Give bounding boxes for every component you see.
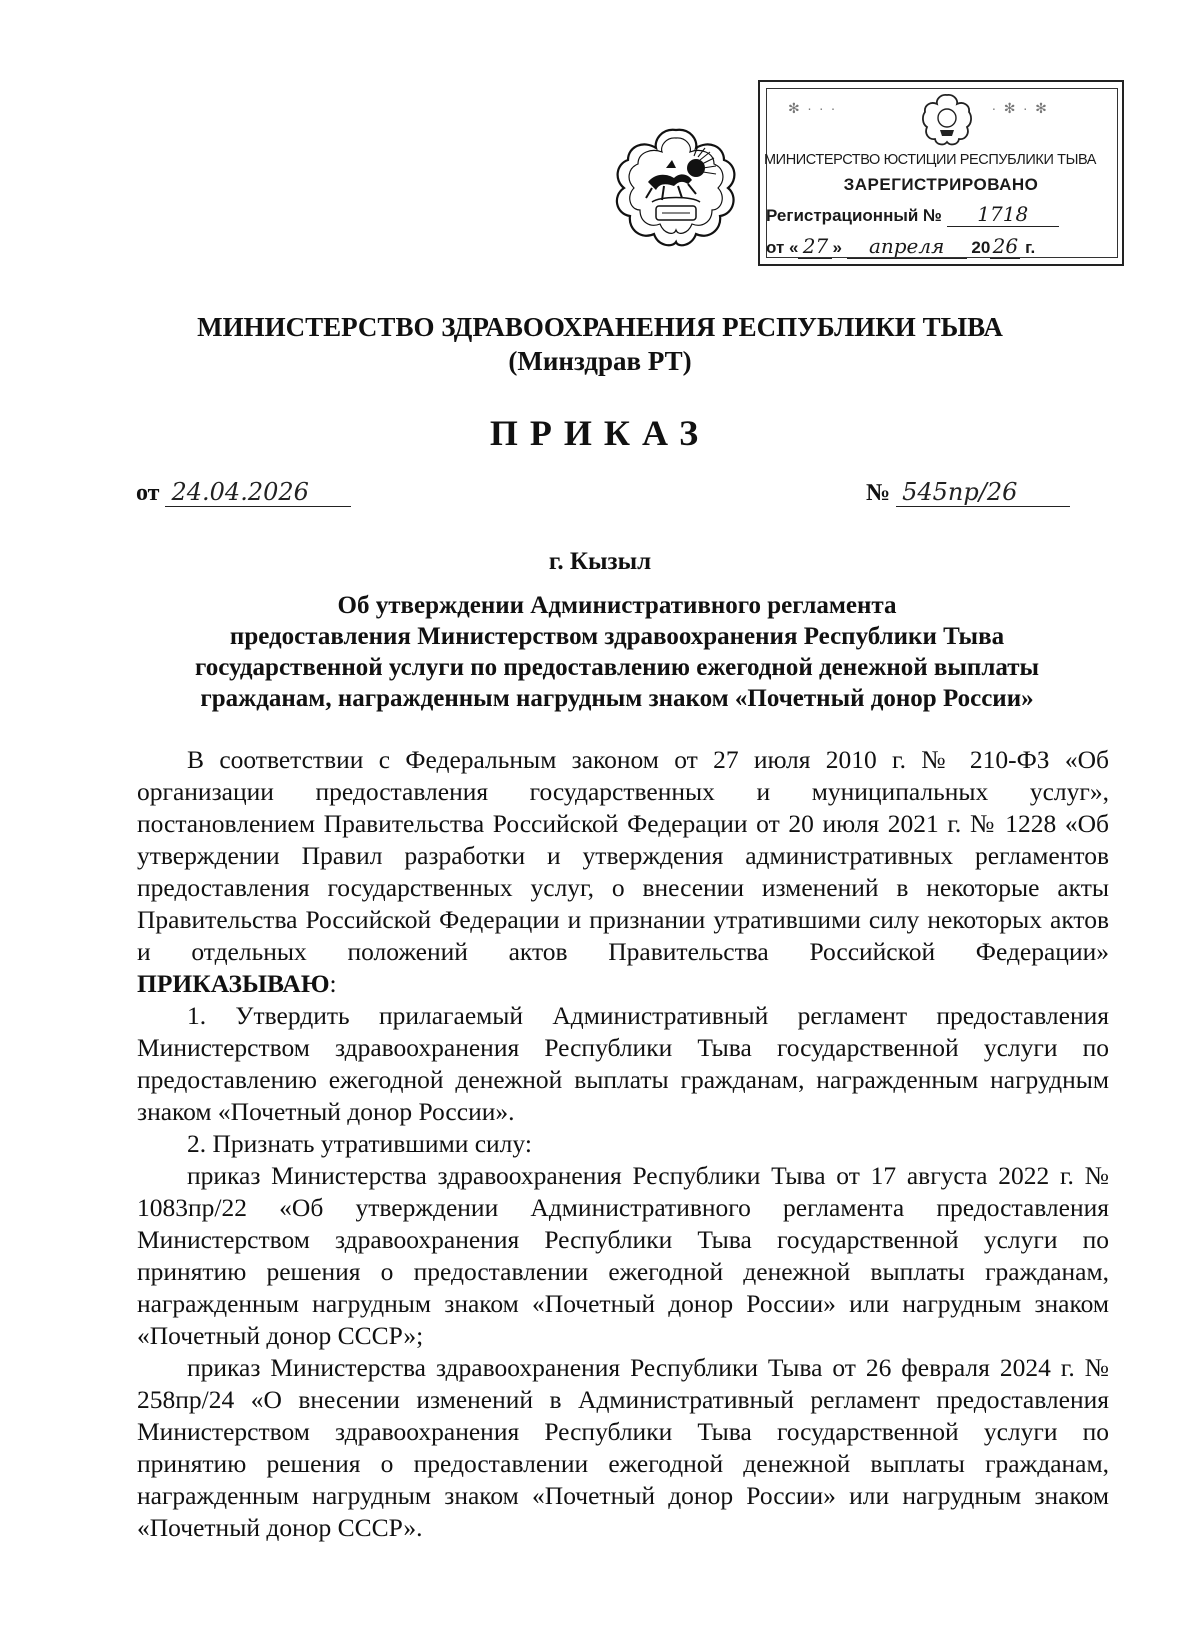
stamp-date-year-end: г. xyxy=(1025,238,1036,257)
order-command: ПРИКАЗЫВАЮ xyxy=(137,969,330,998)
preamble-text: В соответствии с Федеральным законом от 27 июля 2010 г. № 210-ФЗ «Об организации предоставления государственных и муниципальных услуг», постановлением Правительства Российской Федерации от 20 июля 2021 г. № 1228 «Об утверждении Правил разработки и утверждения административных регламентов предоставления государственных услуг, о внесении изменений в некоторые акты Правительства Российской Федерации и признании утратившими силу некоторых актов и отдельных положений актов Правительства Российской Федерации» xyxy=(137,745,1109,966)
order-number-value: 545пр/26 xyxy=(896,478,1070,507)
subject-line-3: государственной услуги по предоставлению ежегодной денежной выплаты xyxy=(194,654,1040,681)
stamp-status: ЗАРЕГИСТРИРОВАНО xyxy=(843,175,1039,194)
item-2-paragraph: 2. Признать утратившими силу: xyxy=(187,1129,532,1158)
order-number-label: № xyxy=(866,480,891,506)
item-2a-paragraph: приказ Министерства здравоохранения Республики Тыва от 17 августа 2022 г. № 1083пр/22 «Об утверждении Административного регламента предоставления Министерством здравоохранения Республики Тыва государственной услуги по принятию решения о предоставлении ежегодной денежной выплаты гражданам, награжденным нагрудным знаком «Почетный донор России» или нагрудным знаком «Почетный донор СССР»; xyxy=(137,1161,1109,1350)
stamp-date-day-close: » xyxy=(832,238,842,257)
order-date-label: от xyxy=(136,480,160,506)
item-1-paragraph: 1. Утвердить прилагаемый Административный регламент предоставления Министерством здравоохранения Республики Тыва государственной услуги по предоставлению ежегодной денежной выплаты гражданам, награжденным нагрудным знаком «Почетный донор России». xyxy=(137,1001,1109,1126)
stamp-registration-number: 1718 xyxy=(947,202,1059,227)
subject-line-1: Об утверждении Административного регламента xyxy=(337,592,897,619)
stamp-date-month: апреля xyxy=(847,234,967,259)
item-2b-paragraph: приказ Министерства здравоохранения Республики Тыва от 26 февраля 2024 г. № 258пр/24 «О внесении изменений в Административный регламент предоставления Министерством здравоохранения Республики Тыва государственной услуги по принятию решения о предоставлении ежегодной денежной выплаты гражданам, награжденным нагрудным знаком «Почетный донор России» или нагрудным знаком «Почетный донор СССР». xyxy=(137,1353,1109,1542)
order-number-row xyxy=(866,478,1070,507)
stamp-date-year-suffix: 26 xyxy=(990,234,1020,259)
subject-line-2: предоставления Министерством здравоохранения Республики Тыва xyxy=(229,623,1005,650)
stamp-emblem-icon xyxy=(922,92,972,146)
stamp-date-row xyxy=(766,234,1035,259)
stamp-date-day: 27 xyxy=(798,234,832,259)
stamp-decoration-right: ∙ ✻ ∙ ✻ xyxy=(992,100,1049,116)
tuva-emblem-icon xyxy=(612,124,740,250)
stamp-registration-row xyxy=(766,202,1059,227)
subject-line-4: гражданам, награжденным нагрудным знаком «Почетный донор России» xyxy=(200,685,1034,712)
stamp-date-from: от « xyxy=(766,238,799,257)
document-type-title: ПРИКАЗ xyxy=(489,413,711,453)
ministry-short-name: (Минздрав РТ) xyxy=(508,346,692,376)
stamp-decoration-left: ✻ ∙ ∙ ∙ xyxy=(788,100,838,116)
city-name: г. Кызыл xyxy=(548,548,652,575)
stamp-registration-label: Регистрационный № xyxy=(766,206,942,225)
registration-stamp xyxy=(758,80,1124,266)
order-date-value: 24.04.2026 xyxy=(165,478,351,507)
ministry-name: МИНИСТЕРСТВО ЗДРАВООХРАНЕНИЯ РЕСПУБЛИКИ ТЫВА xyxy=(197,312,1003,342)
stamp-date-year-prefix: 20 xyxy=(971,238,991,257)
order-date-row xyxy=(136,478,351,507)
order-command-colon: : xyxy=(329,969,337,998)
stamp-organization: МИНИСТЕРСТВО ЮСТИЦИИ РЕСПУБЛИКИ ТЫВА xyxy=(764,152,1097,168)
preamble-paragraph xyxy=(137,744,1109,1000)
